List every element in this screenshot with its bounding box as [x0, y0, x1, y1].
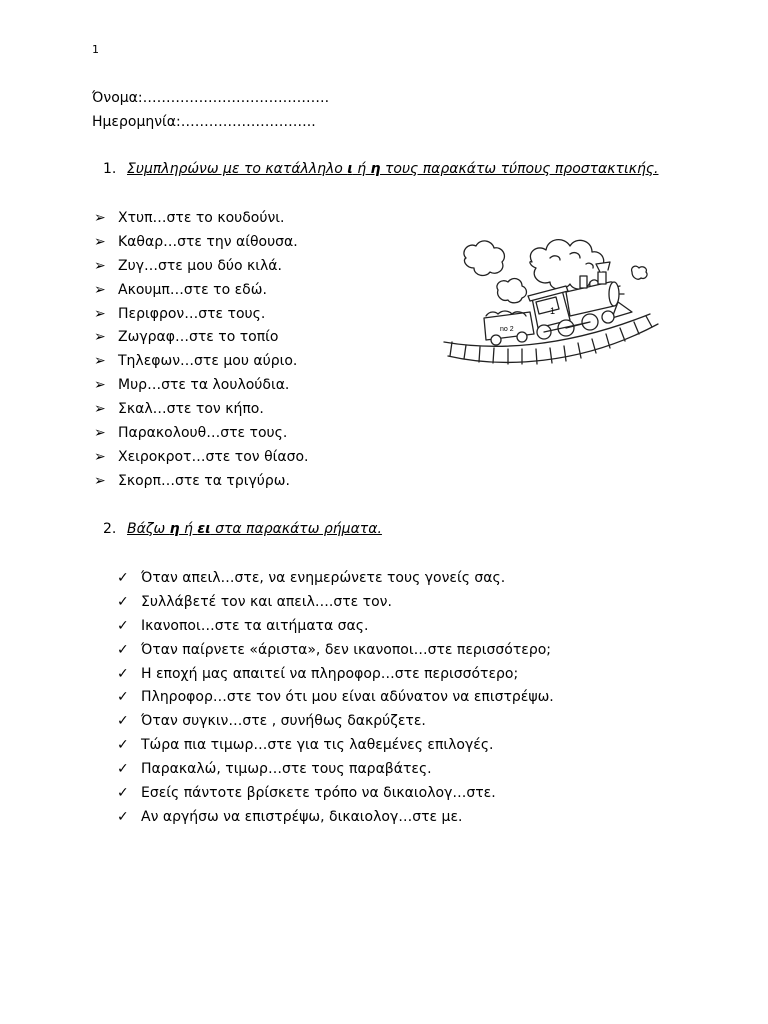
list-item	[117, 687, 554, 711]
arrow-bullet-icon: ➢	[94, 472, 106, 489]
list-item-text: Συλλάβετέ τον και απειλ….στε τον.	[141, 593, 392, 610]
list-item	[117, 735, 554, 759]
list-item-text: Ζυγ…στε μου δύο κιλά.	[118, 257, 282, 274]
section1-title-b1: ι	[347, 161, 353, 177]
checkmark-bullet-icon: ✓	[117, 713, 129, 730]
list-item-text: Ζωγραφ…στε το τοπίο	[118, 329, 279, 346]
list-item-text: Όταν παίρνετε «άριστα», δεν ικανοποι…στε περισσότερο;	[141, 641, 551, 658]
list-item	[94, 399, 308, 423]
list-item-text: Παρακαλώ, τιμωρ…στε τους παραβάτες.	[141, 761, 432, 778]
checkmark-bullet-icon: ✓	[117, 785, 129, 802]
section2-title-b1: η	[169, 521, 180, 537]
list-item	[117, 711, 554, 735]
list-item	[94, 471, 308, 495]
section2-title-post: στα παρακάτω ρήματα.	[210, 521, 382, 537]
date-line: Ημερομηνία:………………………..	[92, 114, 316, 130]
checkmark-bullet-icon: ✓	[117, 761, 129, 778]
list-item-text: Μυρ…στε τα λουλούδια.	[118, 377, 290, 394]
checkmark-bullet-icon: ✓	[117, 665, 129, 682]
arrow-bullet-icon: ➢	[94, 329, 106, 346]
list-item	[94, 208, 308, 232]
list-item	[117, 640, 554, 664]
list-item-text: Όταν συγκιν…στε , συνήθως δακρύζετε.	[141, 713, 426, 730]
section2-title-mid: ή	[179, 521, 198, 537]
list-item	[117, 783, 554, 807]
arrow-bullet-icon: ➢	[94, 377, 106, 394]
list-item	[117, 592, 554, 616]
arrow-bullet-icon: ➢	[94, 448, 106, 465]
checkmark-bullet-icon: ✓	[117, 570, 129, 586]
section2-title-b2: ει	[197, 521, 211, 537]
arrow-bullet-icon: ➢	[94, 210, 106, 226]
name-line: Όνομα:………………………………….	[92, 90, 330, 106]
section2-title-pre: Βάζω	[127, 521, 170, 537]
checkmark-bullet-icon: ✓	[117, 808, 129, 825]
list-item-text: Καθαρ…στε την αίθουσα.	[118, 233, 298, 250]
list-item-text: Όταν απειλ…στε, να ενημερώνετε τους γονείς σας.	[141, 570, 506, 586]
arrow-bullet-icon: ➢	[94, 401, 106, 418]
list-item-text: Χειροκροτ…στε τον θίασο.	[118, 448, 309, 465]
list-item-text: Ακουμπ…στε το εδώ.	[118, 281, 267, 298]
section1-title-b2: η	[370, 161, 381, 177]
section1-title	[103, 161, 659, 177]
list-item-text: Παρακολουθ…στε τους.	[118, 425, 288, 442]
list-item-text: Εσείς πάντοτε βρίσκετε τρόπο να δικαιολογ…στε.	[141, 785, 496, 802]
checkmark-bullet-icon: ✓	[117, 593, 129, 610]
section2-title	[103, 521, 382, 537]
section1-list	[94, 208, 308, 495]
section1-title-pre: Συμπληρώνω με το κατάλληλο	[127, 161, 348, 177]
arrow-bullet-icon: ➢	[94, 233, 106, 250]
arrow-bullet-icon: ➢	[94, 353, 106, 370]
list-item	[94, 256, 308, 280]
list-item	[94, 447, 308, 471]
checkmark-bullet-icon: ✓	[117, 689, 129, 706]
list-item-text: Ικανοποι…στε τα αιτήματα σας.	[141, 617, 369, 634]
section1-title-post: τους παρακάτω τύπους προστακτικής.	[380, 161, 659, 177]
list-item	[117, 807, 554, 831]
section1-number: 1.	[103, 161, 117, 177]
car-label: no 2	[500, 326, 514, 333]
list-item	[117, 616, 554, 640]
list-item	[117, 664, 554, 688]
list-item-text: Αν αργήσω να επιστρέψω, δικαιολογ…στε με.	[141, 808, 463, 825]
checkmark-bullet-icon: ✓	[117, 737, 129, 754]
list-item	[94, 327, 308, 351]
section2-number: 2.	[103, 521, 117, 537]
arrow-bullet-icon: ➢	[94, 281, 106, 298]
list-item	[117, 568, 554, 592]
arrow-bullet-icon: ➢	[94, 257, 106, 274]
list-item-text: Τώρα πια τιμωρ…στε για τις λαθεμένες επιλογές.	[141, 737, 494, 754]
list-item-text: Η εποχή μας απαιτεί να πληροφορ…στε περισσότερο;	[141, 665, 519, 682]
section2-list	[117, 568, 554, 831]
list-item-text: Πληροφορ…στε τον ότι μου είναι αδύνατον να επιστρέψω.	[141, 689, 554, 706]
list-item	[94, 232, 308, 256]
list-item-text: Χτυπ…στε το κουδούνι.	[118, 210, 285, 226]
list-item	[94, 351, 308, 375]
list-item-text: Περιφρον…στε τους.	[118, 305, 266, 322]
list-item-text: Σκορπ…στε τα τριγύρω.	[118, 472, 290, 489]
engine-number: 1	[550, 306, 556, 316]
list-item	[94, 304, 308, 328]
list-item-text: Τηλεφων…στε μου αύριο.	[118, 353, 298, 370]
page-number: 1	[92, 43, 99, 56]
arrow-bullet-icon: ➢	[94, 425, 106, 442]
list-item	[94, 280, 308, 304]
arrow-bullet-icon: ➢	[94, 305, 106, 322]
list-item	[94, 423, 308, 447]
list-item-text: Σκαλ…στε τον κήπο.	[118, 401, 264, 418]
train-icon	[440, 218, 660, 374]
checkmark-bullet-icon: ✓	[117, 617, 129, 634]
list-item	[94, 375, 308, 399]
section1-title-mid: ή	[352, 161, 371, 177]
checkmark-bullet-icon: ✓	[117, 641, 129, 658]
list-item	[117, 759, 554, 783]
